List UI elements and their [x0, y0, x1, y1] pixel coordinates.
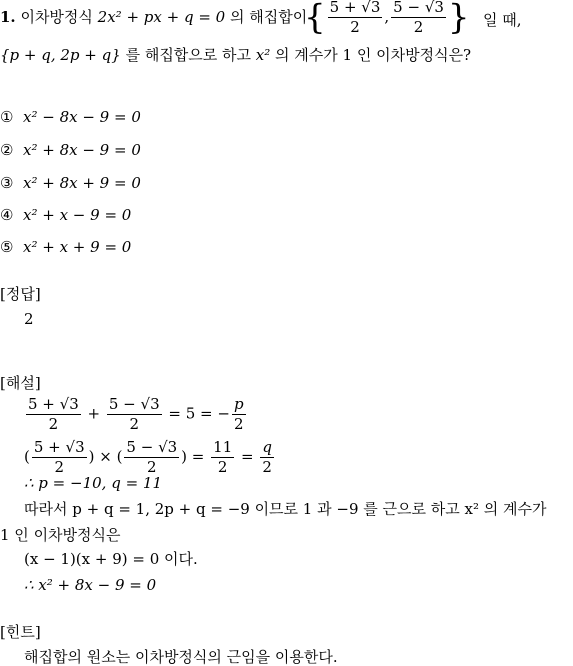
choice-text: x² + x − 9 = 0: [23, 206, 132, 224]
choice-text: x² + x + 9 = 0: [23, 238, 132, 256]
solution-label: [해설]: [0, 374, 41, 392]
choice-marker: ①: [0, 108, 14, 126]
set-den-1: 2: [350, 18, 360, 36]
prod-r-num: 11: [213, 438, 233, 456]
prod-fraction-1: [32, 440, 87, 475]
choice-2[interactable]: [0, 143, 141, 158]
prod-eq: =: [191, 447, 205, 466]
sum-den-2: 2: [129, 415, 139, 433]
set-den-2: 2: [413, 18, 424, 36]
choice-text: x² − 8x − 9 = 0: [23, 108, 141, 126]
brace-open: {: [304, 0, 326, 38]
answer-value: 2: [24, 310, 34, 328]
question-text-mid: 의 해집합이: [225, 8, 308, 26]
q-den: 2: [262, 458, 272, 476]
sum-tail: = 5 = −: [168, 404, 230, 423]
sum-den-1: 2: [48, 415, 59, 433]
choice-text: x² + 8x + 9 = 0: [23, 174, 141, 192]
answer-label: [정답]: [0, 285, 41, 303]
solution-set: { $\frac{5 + √3}{2}$ , $\frac{5 - √3}{2}$ }: [304, 0, 470, 35]
set-num-1: 5 + √3: [329, 0, 381, 16]
prod-den-1: 2: [54, 458, 64, 476]
question-number: 1.: [0, 8, 16, 26]
choice-marker: ⑤: [0, 238, 14, 256]
question-line-1: [0, 10, 307, 25]
prod-result-fraction: [211, 440, 234, 475]
prod-eq-2: =: [241, 447, 254, 466]
set-fraction-2: [391, 0, 446, 35]
choice-1[interactable]: [0, 110, 141, 125]
choice-marker: ③: [0, 174, 14, 192]
solution-sum-line: $\frac{5 + √3}{2}$ + $\frac{5 - √3}{2}$ = 5 = − $\frac{p}{2}$: [28, 395, 244, 433]
choice-marker: ④: [0, 206, 14, 224]
question-equation: 2x² + px + q = 0: [97, 8, 226, 26]
choice-3[interactable]: [0, 176, 141, 191]
sum-p-fraction: [232, 397, 246, 432]
solution-line-7: ∴ x² + 8x − 9 = 0: [24, 576, 157, 594]
prod-r-den: 2: [217, 458, 228, 476]
hint-text: 해집합의 원소는 이차방정식의 근임을 이용한다.: [24, 648, 338, 666]
set-num-2: 5 − √3: [393, 0, 444, 16]
q-fraction: [260, 440, 274, 475]
p-num: p: [233, 395, 244, 413]
choice-text: x² + 8x − 9 = 0: [23, 141, 141, 159]
solution-product-line: ( $\frac{5 + √3}{2}$ ) × ( $\frac{5 - √3}{2}$ ) = $\frac{11}{2}$ = $\frac{q}{2}$: [24, 438, 272, 476]
p-den: 2: [233, 415, 244, 433]
solution-line-5: 1 인 이차방정식은: [0, 526, 121, 544]
solution-result-1: ∴ p = −10, q = 11: [24, 474, 163, 492]
sum-fraction-2: [107, 397, 162, 432]
q-num: q: [262, 438, 272, 456]
choice-marker: ②: [0, 141, 14, 159]
prod-den-2: 2: [147, 458, 157, 476]
question-text-pre: 이차방정식: [20, 8, 98, 26]
solution-line-4: 따라서 p + q = 1, 2p + q = −9 이므로 1 과 −9 를 근으로 하고 x² 의 계수가: [24, 500, 547, 518]
hint-label: [힌트]: [0, 623, 41, 641]
prod-fraction-2: [124, 440, 179, 475]
prod-num-1: 5 + √3: [33, 438, 85, 456]
question-line2-text: 를 해집합으로 하고: [120, 46, 256, 64]
sum-num-2: 5 − √3: [108, 395, 160, 413]
sum-num-1: 5 + √3: [28, 395, 79, 413]
question-line2-tail: 의 계수가 1 인 이차방정식은?: [270, 46, 472, 64]
question-line-2: [0, 48, 471, 63]
solution-line-6: (x − 1)(x + 9) = 0 이다.: [24, 550, 198, 568]
sum-fraction-1: [26, 397, 81, 432]
brace-close: }: [447, 0, 470, 38]
set-fraction-1: [328, 0, 383, 35]
question-x2: x²: [255, 46, 271, 64]
question-text-post: 일 때,: [483, 11, 522, 29]
choice-5[interactable]: [0, 240, 131, 255]
question-set: {p + q, 2p + q}: [0, 46, 121, 64]
prod-num-2: 5 − √3: [126, 438, 178, 456]
choice-4[interactable]: [0, 208, 131, 223]
